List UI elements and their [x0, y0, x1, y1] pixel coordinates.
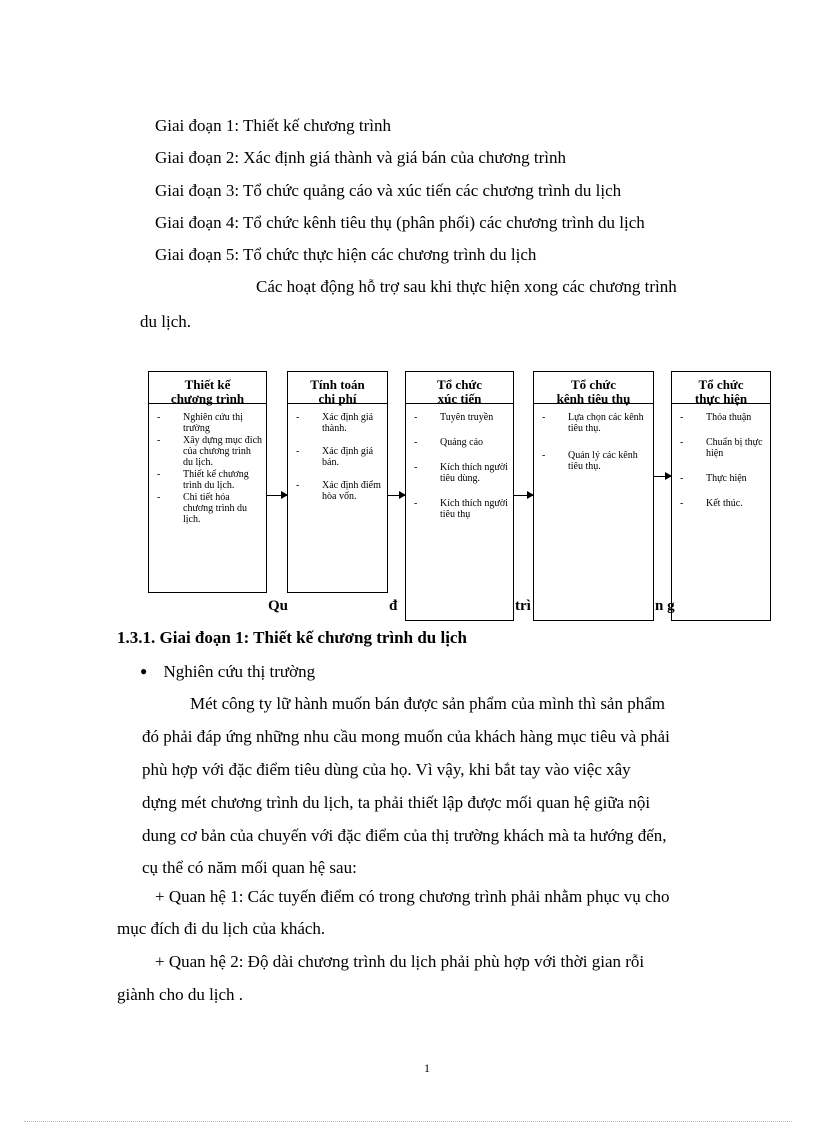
- paragraph-line: phù hợp với đặc điểm tiêu dùng của họ. Vì vậy, khi bắt tay vào việc xây: [142, 760, 631, 779]
- list-item: - Kết thúc.: [680, 498, 766, 509]
- box-title: Tổ chức xúc tiến: [406, 372, 513, 404]
- list-item: - Kích thích người tiêu thụ: [414, 498, 509, 520]
- bullet-icon: ●: [140, 664, 148, 678]
- caption-fragment: đ: [389, 598, 398, 614]
- list-item: - Xây dựng mục đích của chương trình du lịch.: [157, 435, 262, 468]
- list-item: - Nghiên cứu thị trường: [157, 412, 262, 434]
- relation-1-line-2: mục đích đi du lịch của khách.: [117, 919, 326, 938]
- list-item: - Kích thích người tiêu dùng.: [414, 462, 509, 484]
- list-item: - Tuyên truyền: [414, 412, 509, 423]
- list-item: - Xác định điểm hòa vốn.: [296, 480, 383, 502]
- stage-2: Giai đoạn 2: Xác định giá thành và giá bán của chương trình: [155, 148, 566, 167]
- list-item: - Thực hiện: [680, 473, 766, 484]
- arrow-2: [388, 495, 405, 496]
- box-title: Tổ chức kênh tiêu thụ: [534, 372, 653, 404]
- list-item: - Xác định giá thành.: [296, 412, 383, 434]
- support-line-1: Các hoạt động hỗ trợ sau khi thực hiện xong các chương trình: [256, 277, 677, 296]
- list-item: - Thỏa thuận: [680, 412, 766, 423]
- paragraph-line: dựng mét chương trình du lịch, ta phải thiết lập được mối quan hệ giữa nội: [142, 793, 651, 812]
- list-item: - Lựa chọn các kênh tiêu thụ.: [542, 412, 649, 434]
- relation-1-line-1: + Quan hệ 1: Các tuyến điểm có trong chương trình phải nhằm phục vụ cho: [155, 887, 670, 906]
- list-item: - Chi tiết hóa chương trình du lịch.: [157, 492, 262, 525]
- caption-fragment: trì: [515, 598, 531, 614]
- caption-fragment: n g: [655, 598, 675, 614]
- paragraph-line: đó phải đáp ứng những nhu cầu mong muốn của khách hàng mục tiêu và phải: [142, 727, 670, 746]
- list-item: - Quảng cáo: [414, 437, 509, 448]
- diagram-box-distribution: [533, 371, 654, 621]
- box-title: Tổ chức thực hiện: [672, 372, 770, 404]
- stage-1: Giai đoạn 1: Thiết kế chương trình: [155, 116, 392, 135]
- box-title: Thiết kế chương trình: [149, 372, 266, 404]
- caption-fragment: Qu: [268, 598, 289, 614]
- box-title: Tính toán chi phí: [288, 372, 387, 404]
- diagram-box-promotion: [405, 371, 514, 621]
- paragraph-line: Mét công ty lữ hành muốn bán được sản phẩm của mình thì sản phẩm: [190, 694, 665, 713]
- page-number: 1: [424, 1061, 430, 1075]
- stage-3: Giai đoạn 3: Tổ chức quảng cáo và xúc tiến các chương trình du lịch: [155, 181, 622, 200]
- arrow-4: [654, 476, 671, 477]
- stage-4: Giai đoạn 4: Tổ chức kênh tiêu thụ (phân phối) các chương trình du lịch: [155, 213, 645, 232]
- paragraph-line: cụ thể có năm mối quan hệ sau:: [142, 858, 357, 877]
- arrow-3: [514, 495, 533, 496]
- relation-2-line-1: + Quan hệ 2: Độ dài chương trình du lịch phải phù hợp với thời gian rỗi: [155, 952, 645, 971]
- paragraph-line: dung cơ bản của chuyến với đặc điểm của thị trường khách mà ta hướng đến,: [142, 826, 667, 845]
- section-heading: 1.3.1. Giai đoạn 1: Thiết kế chương trình du lịch: [117, 628, 467, 647]
- page-divider: [24, 1121, 792, 1122]
- list-item: - Chuẩn bị thực hiện: [680, 437, 766, 459]
- diagram-box-cost: [287, 371, 388, 593]
- bullet-item: ● Nghiên cứu thị trường: [140, 662, 316, 681]
- stage-5: Giai đoạn 5: Tổ chức thực hiện các chương trình du lịch: [155, 245, 537, 264]
- list-item: - Thiết kế chương trình du lịch.: [157, 469, 262, 491]
- list-item: - Quản lý các kênh tiêu thụ.: [542, 450, 649, 472]
- arrow-1: [267, 495, 287, 496]
- support-line-2: du lịch.: [140, 312, 191, 331]
- list-item: - Xác định giá bán.: [296, 446, 383, 468]
- diagram-box-execution: [671, 371, 771, 621]
- diagram-box-design: [148, 371, 267, 593]
- relation-2-line-2: giành cho du lịch .: [117, 985, 244, 1004]
